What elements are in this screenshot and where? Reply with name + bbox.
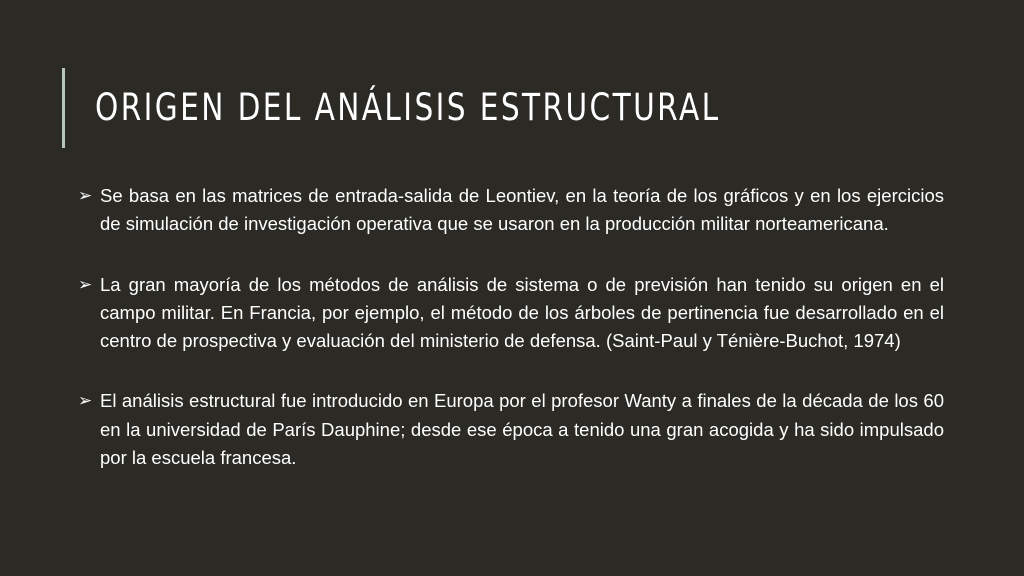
bullet-item [78,182,944,239]
slide-title: ORIGEN DEL ANÁLISIS ESTRUCTURAL [95,86,721,129]
arrow-bullet-icon: ➢ [78,186,93,206]
title-accent-bar [62,68,65,148]
arrow-bullet-icon: ➢ [78,274,93,295]
bullet-item [78,387,944,472]
bullet-text: La gran mayoría de los métodos de análisis de sistema o de previsión han tenido su origen en el campo militar. En Francia, por ejemplo, el método de los árboles de pertinencia fue desarrollado en el centro de prospectiva y evaluación del ministerio de defensa. (Saint-Paul y Ténière-Buchot, 1974) [100,273,944,352]
bullet-text: El análisis estructural fue introducido en Europa por el profesor Wanty a finales de la década de los 60 en la universidad de París Dauphine; desde ese época a tenido una gran acogida y ha sido impulsado por la escuela francesa. [100,390,944,469]
bullet-text: Se basa en las matrices de entrada-salida de Leontiev, en la teoría de los gráficos y en los ejercicios de simulación de investigación operativa que se usaron en la producción militar norteamericana. [100,185,944,235]
bullet-item [78,271,944,356]
bullet-list [78,182,944,504]
arrow-bullet-icon: ➢ [78,391,93,412]
